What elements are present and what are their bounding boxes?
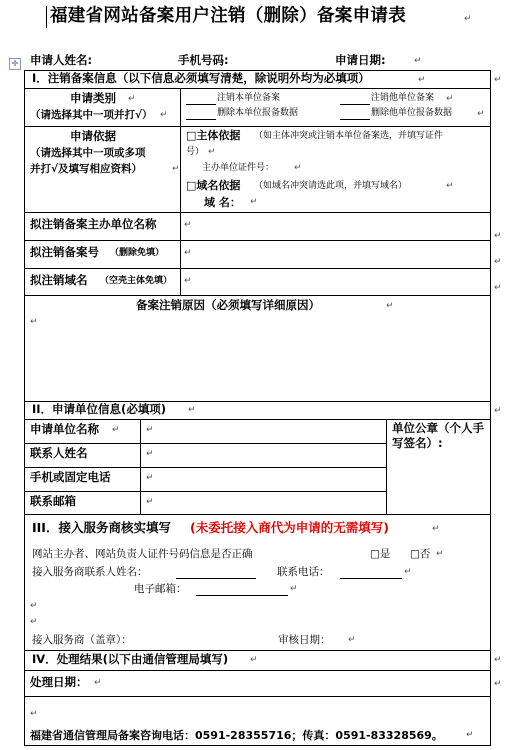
verify-question: 网站主办者、网站负责人证件号码信息是否正确 <box>32 548 253 560</box>
section3-heading-note: (未委托接入商代为申请的无需填写) <box>190 520 389 535</box>
basis-domain-checkbox[interactable]: □域名依据 <box>186 179 241 192</box>
process-date-label: 处理日期： <box>30 675 88 689</box>
section2-heading: II．申请单位信息(必填项) <box>32 402 167 416</box>
table-move-handle-icon[interactable]: ✛ <box>9 58 21 70</box>
basis-owner-checkbox[interactable]: □主体依据 <box>186 129 241 142</box>
option-cancel-other[interactable]: 注销他单位备案 <box>371 93 435 103</box>
contact-email-label: 联系邮箱 <box>30 494 76 508</box>
applicant-name-label: 申请人姓名: <box>30 53 93 67</box>
basis-hint-line1: （请选择其中一项或多项 <box>30 147 146 159</box>
option-cancel-own[interactable]: 注销本单位备案 <box>217 93 281 103</box>
basis-domain-note: （如域名冲突请选此项，并填写域名） <box>254 181 408 191</box>
basis-owner-note2: 号） <box>186 147 205 157</box>
isp-email-label: 电子邮箱： <box>134 583 187 595</box>
section3-heading: III．接入服务商核实填写 <box>32 520 171 535</box>
basis-label: 申请依据 <box>70 129 116 143</box>
section4-heading: IV．处理结果(以下由通信管理局填写) <box>32 652 229 666</box>
isp-seal-label: 接入服务商（盖章）： <box>32 634 132 646</box>
option-delete-own[interactable]: 删除本单位报备数据 <box>217 108 299 118</box>
contact-name-label: 联系人姓名 <box>30 446 88 460</box>
applicant-unit-label: 申请单位名称 <box>30 422 99 436</box>
text-cursor <box>46 6 47 28</box>
basis-hint-line2: 并打√及填写相应资料） <box>30 163 143 175</box>
section1-heading: I．注销备案信息（以下信息必须填写清楚，除说明外均为必填项） <box>32 71 370 85</box>
owner-name-label: 拟注销备案主办单位名称 <box>30 217 157 231</box>
contact-phone-label: 手机或固定电话 <box>30 470 111 484</box>
request-type-label: 申请类别 <box>70 91 116 105</box>
domain-hint: （空壳主体免填） <box>100 276 173 286</box>
basis-owner-note: （如主体冲突或注销本单位备案选，并填写证件 <box>254 131 444 141</box>
unit-seal-label: 单位公章（个人手写签名）: <box>392 421 484 450</box>
verify-no-checkbox[interactable]: □否 <box>410 548 431 560</box>
record-no-hint: （删除免填） <box>110 248 165 258</box>
request-type-hint: （请选择其中一项并打√） <box>30 109 153 121</box>
paragraph-mark: ↵ <box>464 14 472 24</box>
review-date-label: 审核日期： <box>278 634 331 646</box>
document-title: 福建省网站备案用户注销（删除）备案申请表 <box>50 6 406 26</box>
phone-label: 手机号码: <box>178 53 229 67</box>
cancel-reason-label: 备案注销原因（必须填写详细原因） <box>136 298 320 312</box>
isp-contact-phone-label: 联系电话： <box>277 566 330 578</box>
isp-contact-name-label: 接入服务商联系人姓名： <box>32 566 148 578</box>
owner-cert-field[interactable]: 主办单位证件号： <box>202 163 275 173</box>
apply-date-label: 申请日期: <box>335 53 386 67</box>
option-delete-other[interactable]: 删除他单位报备数据 <box>371 108 453 118</box>
domain-field[interactable]: 域 名： <box>204 196 241 209</box>
record-no-label: 拟注销备案号 <box>30 245 99 259</box>
footer-contact: 福建省通信管理局备案咨询电话：0591-28355716；传真：0591-83328569。 <box>30 729 443 742</box>
domain-label: 拟注销域名 <box>30 273 88 287</box>
verify-yes-checkbox[interactable]: □是 <box>370 548 391 560</box>
